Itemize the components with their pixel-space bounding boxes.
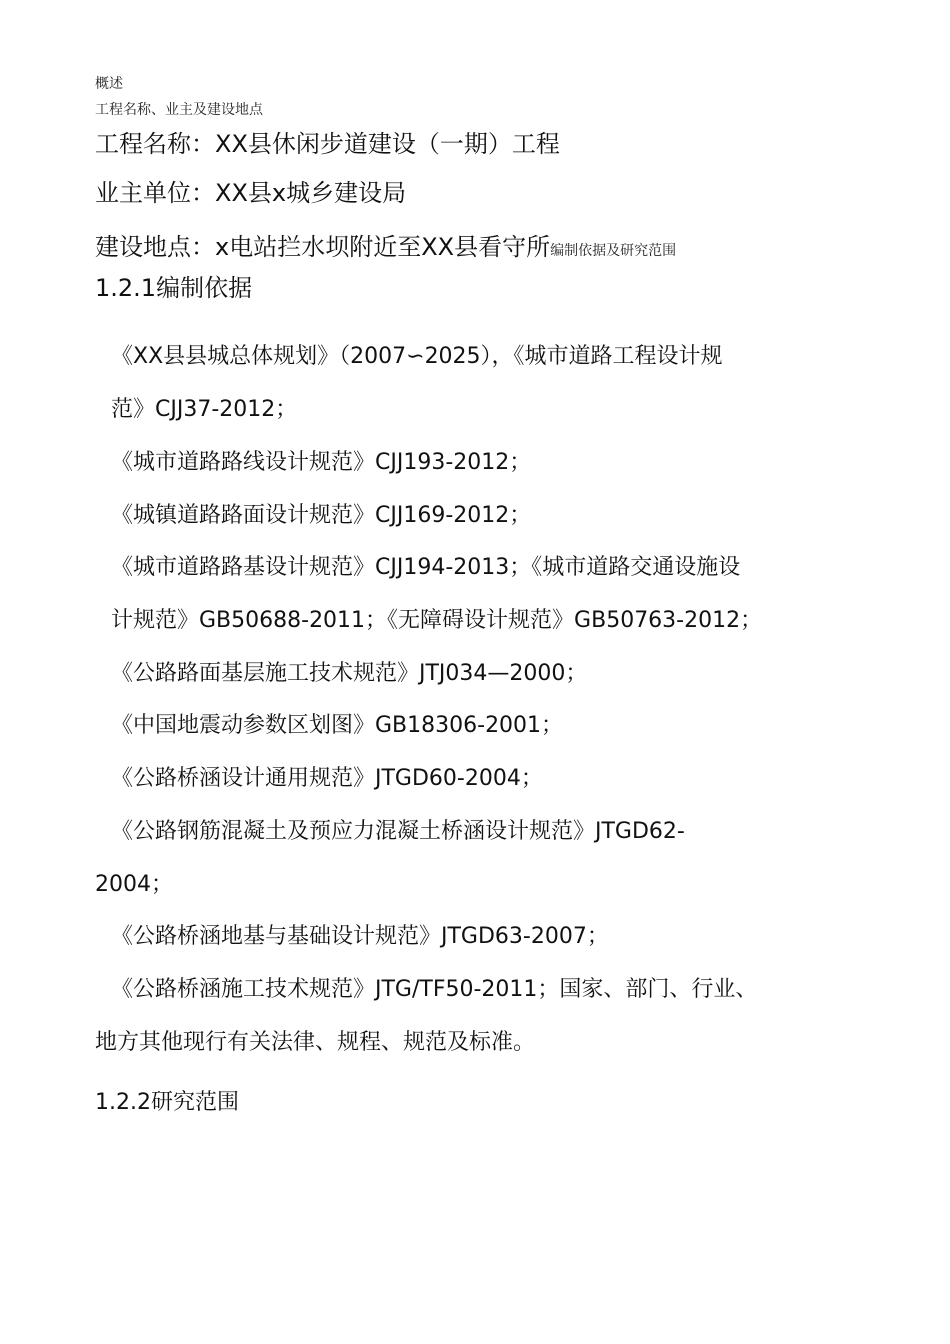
basis-line-11: 2004； [95, 872, 173, 897]
heading-project-section: 工程名称、业主及建设地点 [95, 102, 263, 118]
project-owner-line: 业主单位：XX县x城乡建设局 [95, 179, 407, 207]
basis-line-9: 《公路桥涵设计通用规范》JTGD60-2004； [111, 766, 543, 791]
project-location-text: 建设地点：x电站拦水坝附近至XX县看守所 [95, 233, 551, 261]
basis-line-8: 《中国地震动参数区划图》GB18306-2001； [111, 713, 564, 738]
basis-line-1: 《XX县县城总体规划》（2007∽2025），《城市道路工程设计规 [111, 344, 723, 369]
basis-line-10: 《公路钢筋混凝土及预应力混凝土桥涵设计规范》JTGD62- [111, 819, 685, 844]
inline-heading-basis-scope: 编制依据及研究范围 [550, 243, 677, 259]
basis-line-12: 《公路桥涵地基与基础设计规范》JTGD63-2007； [111, 924, 609, 949]
basis-line-13: 《公路桥涵施工技术规范》JTG/TF50-2011；国家、部门、行业、 [111, 977, 758, 1002]
section-1-2-2-title: 1.2.2研究范围 [95, 1090, 239, 1115]
project-location-line [95, 231, 676, 267]
basis-line-6: 计规范》GB50688-2011；《无障碍设计规范》GB50763-2012； [111, 608, 763, 633]
basis-line-2: 范》CJJ37-2012； [111, 397, 298, 422]
basis-line-3: 《城市道路路线设计规范》CJJ193-2012； [111, 450, 532, 475]
heading-overview: 概述 [95, 76, 123, 92]
basis-line-7: 《公路路面基层施工技术规范》JTJ034—2000； [111, 661, 588, 686]
basis-line-4: 《城镇道路路面设计规范》CJJ169-2012； [111, 503, 532, 528]
basis-line-14: 地方其他现行有关法律、规程、规范及标准。 [95, 1030, 536, 1055]
section-1-2-1-title: 1.2.1编制依据 [95, 274, 253, 302]
project-name-line: 工程名称：XX县休闲步道建设（一期）工程 [95, 130, 560, 158]
basis-line-5: 《城市道路路基设计规范》CJJ194-2013；《城市道路交通设施设 [111, 555, 741, 580]
